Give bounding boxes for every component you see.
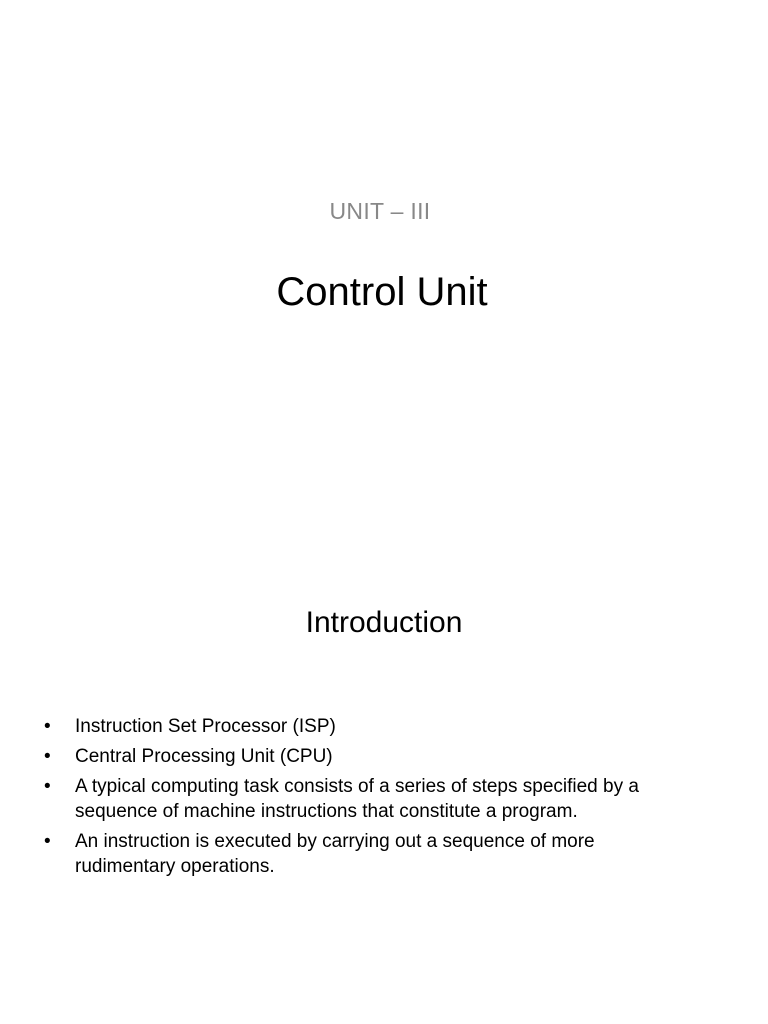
bullet-list: [44, 714, 684, 884]
list-item: [44, 714, 684, 739]
slide-title: Control Unit: [276, 270, 488, 314]
bullet-text: Instruction Set Processor (ISP): [75, 716, 336, 737]
bullet-text: An instruction is executed by carrying out a sequence of more rudimentary operations.: [75, 831, 595, 877]
list-item: [44, 774, 684, 824]
introduction-slide: [0, 576, 768, 1024]
bullet-text: Central Processing Unit (CPU): [75, 746, 333, 767]
slide-heading: Introduction: [305, 606, 463, 639]
bullet-icon: •: [44, 776, 51, 797]
unit-subtitle: UNIT – III: [329, 198, 431, 224]
list-item: [44, 744, 684, 769]
list-item: [44, 829, 684, 879]
bullet-icon: •: [44, 716, 51, 737]
bullet-icon: •: [44, 746, 51, 767]
bullet-text: A typical computing task consists of a series of steps specified by a sequence of machine instructions that constitute a program.: [75, 776, 639, 822]
bullet-icon: •: [44, 831, 51, 852]
